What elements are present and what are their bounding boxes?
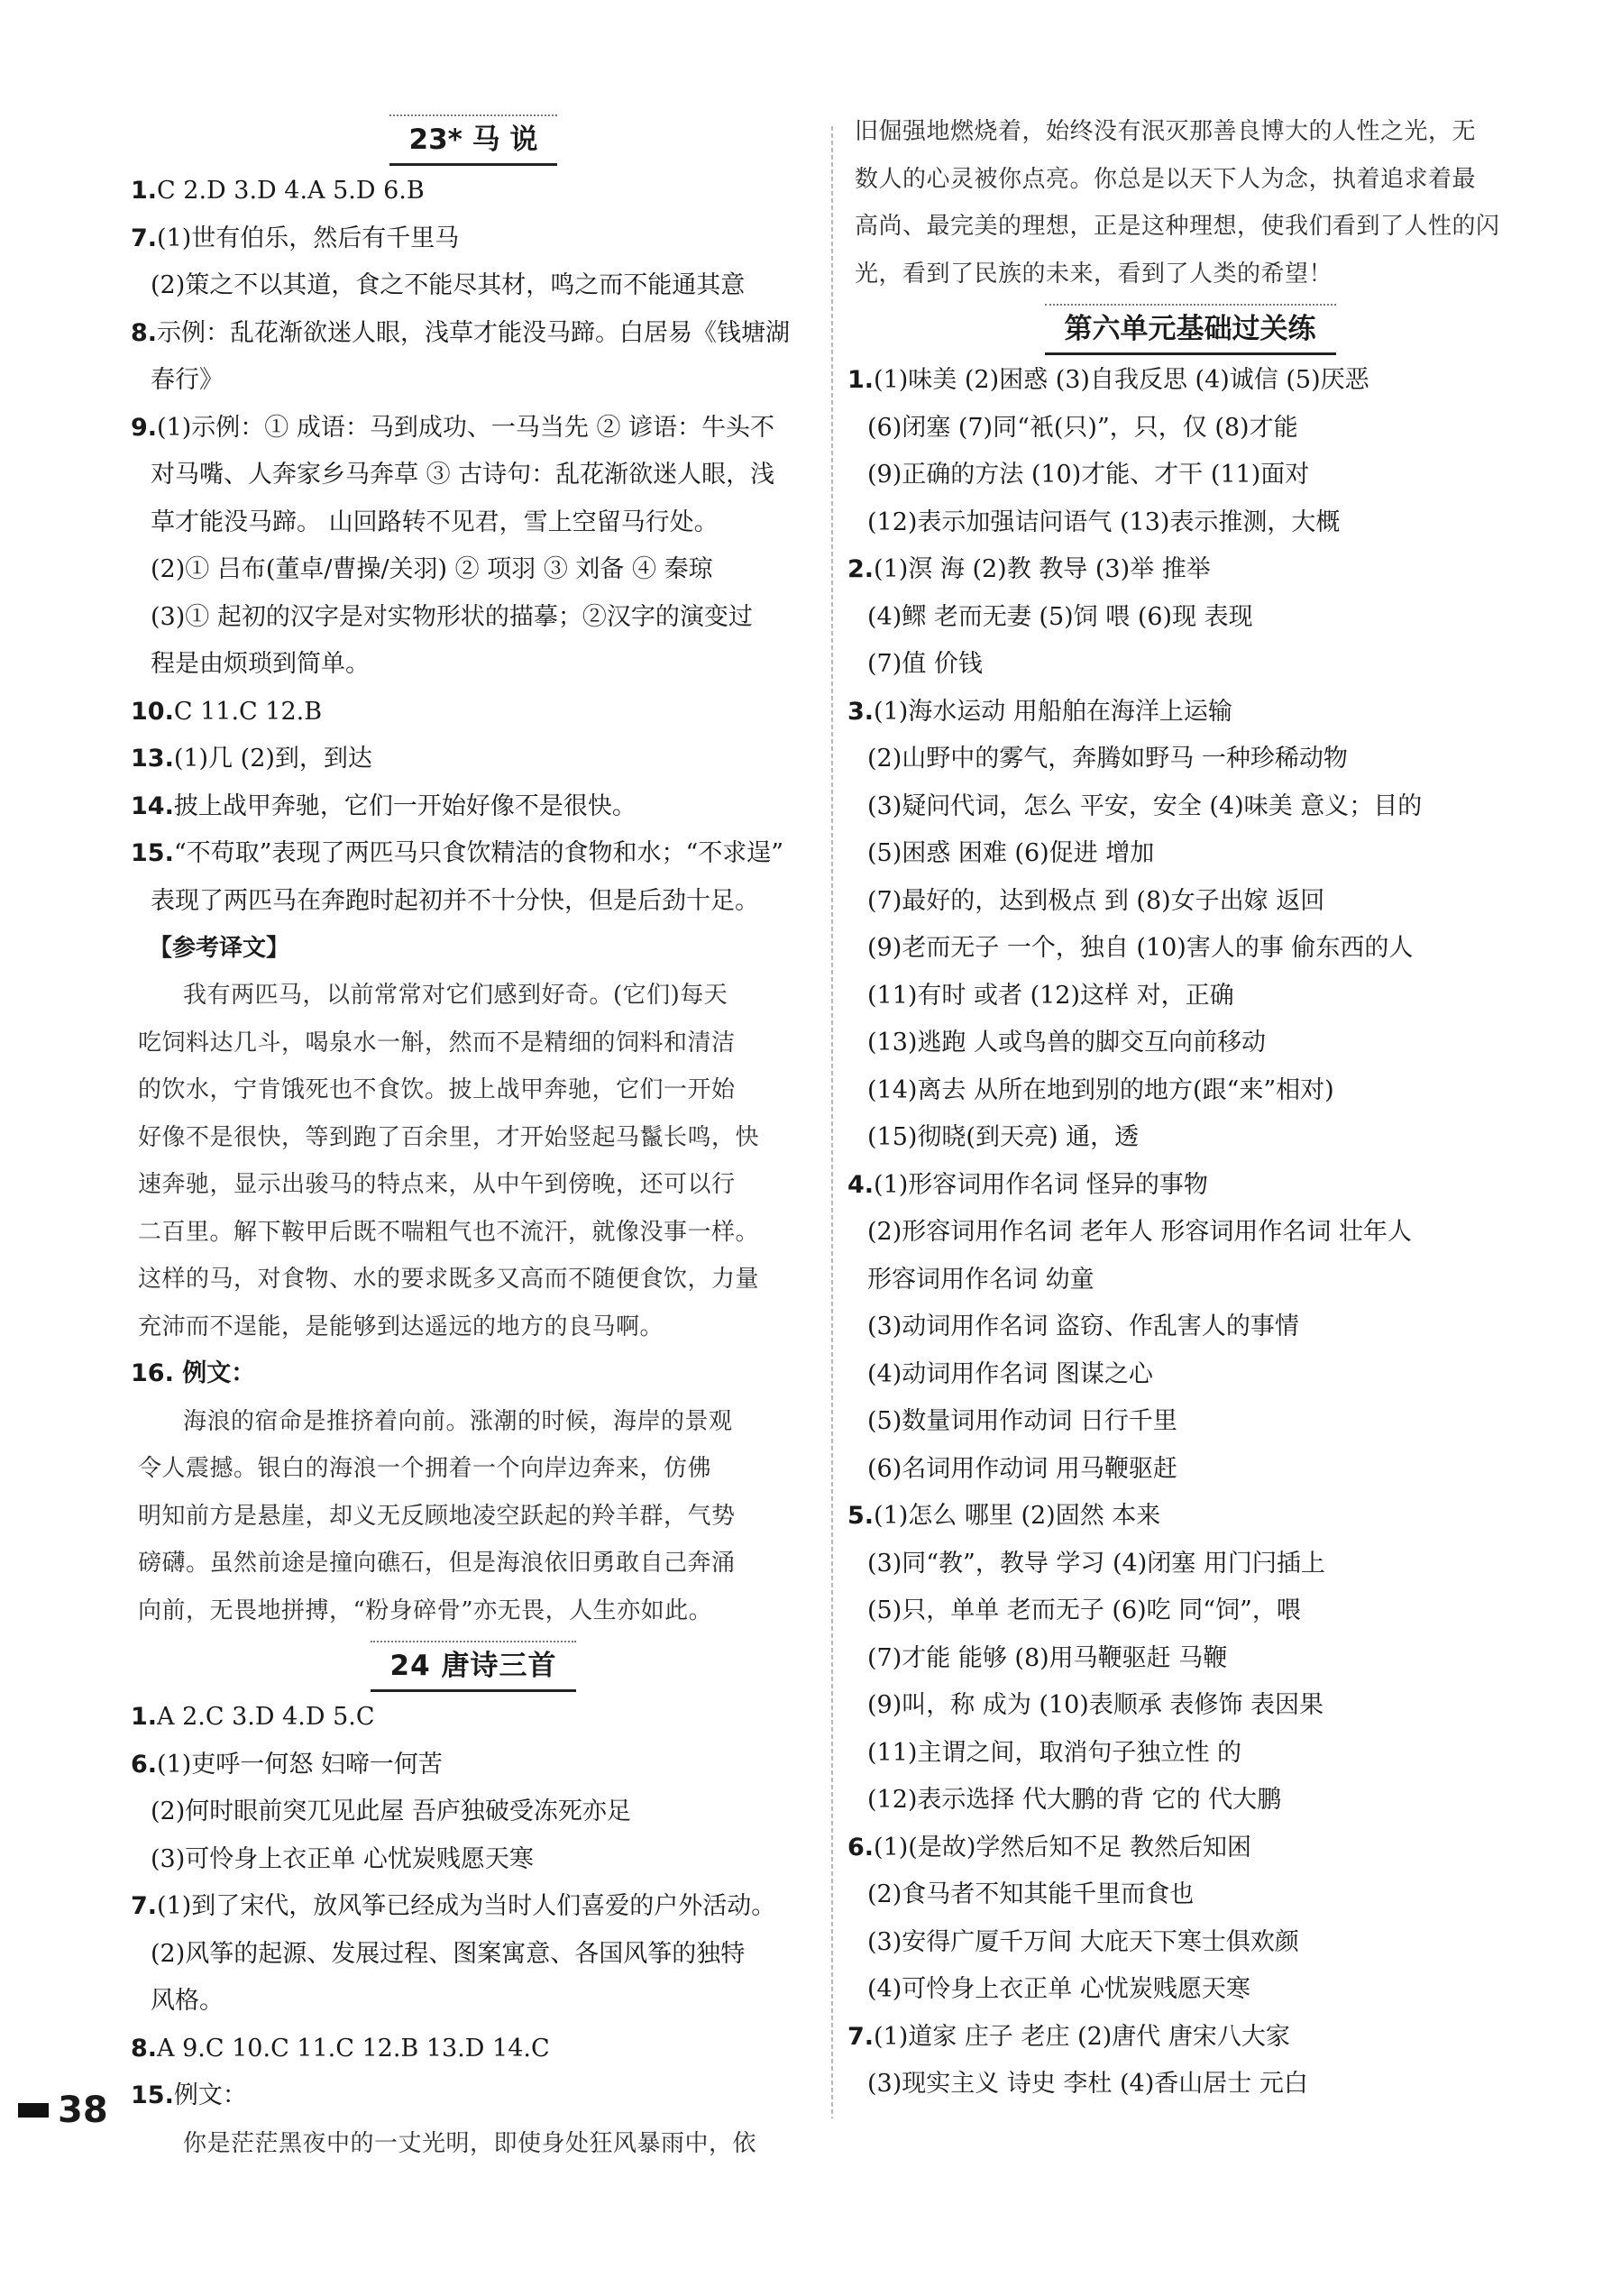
answer-text: (5)数量词用作动词 日行千里	[867, 1407, 1177, 1435]
question-number: 3.	[847, 697, 875, 726]
answer-text: (1)海水运动 用船舶在海洋上运输	[874, 697, 1232, 726]
answer-line	[847, 594, 1533, 642]
answer-text: (1)(是故)学然后知不足 教然后知困	[874, 1833, 1251, 1861]
answer-text: (3)同“教”，教导 学习 (4)闭塞 用门闩插上	[867, 1549, 1325, 1578]
question-number: 8.	[131, 318, 158, 347]
answer-text: (6)闭塞 (7)同“衹(只)”，只，仅 (8)才能	[867, 413, 1298, 442]
answer-line	[847, 1730, 1533, 1778]
paragraph-line: 充沛而不逞能，是能够到达遥远的地方的良马啊。	[138, 1313, 664, 1340]
answer-text: (5)困惑 困难 (6)促进 增加	[867, 839, 1155, 867]
question-number: 10.	[131, 697, 174, 726]
answer-text: 披上战甲奔驰，它们一开始好像不是很快。	[173, 791, 637, 820]
answer-text: A 9.C 10.C 11.C 12.B 13.D 14.C	[157, 2034, 550, 2063]
answer-line	[131, 783, 816, 831]
answer-text: (1)世有伯乐，然后有千里马	[157, 224, 460, 252]
answer-text: 形容词用作名词 幼童	[867, 1265, 1095, 1294]
answer-text: 例文：	[173, 2081, 247, 2109]
unit-6-title	[847, 301, 1533, 357]
answer-text: (3)安得广厦千万间 大庇天下寒士俱欢颜	[867, 1927, 1299, 1956]
answer-text: (2)山野中的雾气，奔腾如野马 一种珍稀动物	[867, 745, 1348, 773]
answer-text: “不苟取”表现了两匹马只食饮精洁的食物和水；“不求逞”	[173, 839, 784, 867]
answer-line	[131, 2026, 816, 2073]
answer-text: 表现了两匹马在奔跑时起初并不十分快，但是后劲十足。	[151, 886, 759, 915]
answer-line	[847, 1919, 1533, 1967]
answer-line	[847, 830, 1533, 878]
question-number: 6.	[847, 1833, 875, 1861]
answer-text: (9)正确的方法 (10)才能、才干 (11)面对	[867, 461, 1310, 489]
paragraph-line: 我有两匹马，以前常常对它们感到好奇。(它们)每天	[183, 982, 728, 1009]
answer-line	[847, 1635, 1533, 1683]
answer-text: (1)吏呼一何怒 妇啼一何苦	[157, 1750, 443, 1779]
question-16-label	[131, 1350, 816, 1398]
answer-line	[847, 499, 1533, 547]
question-number: 8.	[131, 2034, 158, 2063]
question-number: 9.	[131, 413, 158, 442]
answer-line	[847, 736, 1533, 783]
answer-text: (1)溟 海 (2)教 教导 (3)举 推举	[874, 555, 1211, 583]
answers-24	[131, 1694, 816, 2120]
answer-text: (3)可怜身上衣正单 心忧炭贱愿天寒	[151, 1844, 534, 1873]
answer-line	[131, 499, 816, 547]
answer-line	[131, 452, 816, 499]
answer-line	[847, 1067, 1533, 1115]
paragraph-line: 数人的心灵被你点亮。你总是以天下人为念，执着追求着最	[855, 165, 1477, 193]
paragraph-line: 明知前方是悬崖，却义无反顾地凌空跃起的羚羊群，气势	[138, 1502, 736, 1530]
answer-text: (2)风筝的起源、发展过程、图案寓意、各国风筝的独特	[151, 1939, 746, 1968]
answer-line	[131, 215, 816, 263]
reference-translation	[131, 972, 816, 1350]
answer-line	[847, 1304, 1533, 1351]
question-number: 15.	[131, 839, 174, 867]
answer-line	[131, 878, 816, 926]
section-title-24	[131, 1638, 816, 1694]
answer-line	[131, 689, 816, 736]
answer-text: (3)现实主义 诗史 李杜 (4)香山居士 元白	[867, 2070, 1308, 2098]
answer-text: A 2.C 3.D 4.D 5.C	[157, 1703, 375, 1731]
section-title-23	[131, 112, 816, 168]
paragraph-line: 高尚、最完美的理想，正是这种理想，使我们看到了人性的闪	[855, 213, 1500, 240]
paragraph-line: 这样的马，对食物、水的要求既多又高而不随便食饮，力量	[138, 1266, 760, 1293]
paragraph-line: 向前，无畏地拼搏，“粉身碎骨”亦无畏，人生亦如此。	[138, 1596, 713, 1624]
reference-translation-title: 【参考译文】	[149, 935, 290, 962]
answer-text: (9)老而无子 一个，独自 (10)害人的事 偷东西的人	[867, 934, 1414, 962]
answer-line	[847, 1541, 1533, 1588]
section-title-text: 23* 马 说	[389, 114, 558, 166]
answer-text: (2)食马者不知其能千里而食也	[867, 1880, 1195, 1908]
answer-text: (7)才能 能够 (8)用马鞭驱赶 马鞭	[867, 1643, 1228, 1672]
answer-line	[847, 1020, 1533, 1067]
question-number: 4.	[847, 1170, 875, 1199]
paragraph-line: 磅礴。虽然前途是撞向礁石，但是海浪依旧勇敢自己奔涌	[138, 1550, 736, 1577]
essay-16	[131, 1398, 816, 1635]
paragraph-line: 二百里。解下鞍甲后既不喘粗气也不流汗，就像没事一样。	[138, 1218, 760, 1246]
paragraph-line: 海浪的宿命是推挤着向前。涨潮的时候，海岸的景观	[183, 1407, 733, 1435]
answer-line	[847, 405, 1533, 453]
answer-line	[847, 1777, 1533, 1825]
answer-text: (1)示例：① 成语：马到成功、一马当先 ② 谚语：牛头不	[157, 413, 775, 442]
question-number: 1.	[131, 1703, 158, 1731]
question-number: 15.	[131, 2081, 174, 2109]
answer-line	[131, 405, 816, 453]
answer-line	[847, 689, 1533, 736]
question-number: 5.	[847, 1502, 875, 1530]
answer-text: (2)① 吕布(董卓/曹操/关羽) ② 项羽 ③ 刘备 ④ 秦琼	[151, 555, 713, 583]
answer-line	[131, 357, 816, 405]
paragraph-line: 光，看到了民族的未来，看到了人类的希望！	[855, 260, 1333, 288]
question-number: 14.	[131, 791, 174, 820]
answer-line	[131, 1931, 816, 1979]
answer-line	[847, 925, 1533, 973]
question-number: 1.	[847, 366, 875, 394]
answer-text: (11)有时 或者 (12)这样 对，正确	[867, 981, 1234, 1010]
page-number	[18, 2090, 108, 2131]
answer-text: (1)道家 庄子 老庄 (2)唐代 唐宋八大家	[874, 2022, 1290, 2051]
answer-line	[847, 1587, 1533, 1635]
paragraph-line: 旧倔强地燃烧着，始终没有泯灭那善良博大的人性之光，无	[855, 118, 1477, 145]
answer-line	[847, 1398, 1533, 1446]
question-number: 6.	[131, 1750, 158, 1779]
answer-line	[847, 1114, 1533, 1162]
answer-line	[131, 736, 816, 783]
answer-line	[131, 1788, 816, 1836]
answer-text: (2)何时眼前突兀见此屋 吾庐独破受冻死亦足	[151, 1797, 631, 1825]
paragraph-line: 吃饲料达几斗，喝泉水一斛，然而不是精细的饲料和清洁	[138, 1029, 736, 1057]
answer-line	[131, 830, 816, 878]
answer-line	[847, 2014, 1533, 2062]
answer-line	[847, 1209, 1533, 1257]
answer-text: (6)名词用作动词 用马鞭驱赶	[867, 1454, 1177, 1483]
answer-line	[847, 641, 1533, 689]
answer-line	[847, 1257, 1533, 1304]
answer-line	[847, 2061, 1533, 2108]
answer-text: (12)表示加强诘问语气 (13)表示推测，大概	[867, 508, 1341, 536]
answer-text: (12)表示选择 代大鹏的背 它的 代大鹏	[867, 1786, 1282, 1814]
answer-text: (4)可怜身上衣正单 心忧炭贱愿天寒	[867, 1975, 1250, 2003]
answer-text: (1)几 (2)到，到达	[173, 745, 372, 773]
question-16-text: 16. 例文：	[131, 1359, 256, 1387]
answer-line	[847, 973, 1533, 1020]
answer-text: (2)形容词用作名词 老年人 形容词用作名词 壮年人	[867, 1218, 1412, 1246]
answer-line	[847, 1825, 1533, 1872]
answer-text: (3)疑问代词，怎么 平安，安全 (4)味美 意义；目的	[867, 791, 1423, 820]
question-number: 7.	[847, 2022, 875, 2051]
answer-text: (1)形容词用作名词 怪异的事物	[874, 1170, 1208, 1199]
answer-text: 草才能没马蹄。 山回路转不见君，雪上空留马行处。	[151, 508, 719, 536]
answer-text: 程是由烦琐到简单。	[151, 650, 370, 678]
right-column	[847, 108, 1533, 2108]
answer-line	[131, 310, 816, 358]
answer-text: (11)主谓之间，取消句子独立性 的	[867, 1738, 1242, 1767]
answer-line	[847, 1493, 1533, 1541]
answer-line	[847, 783, 1533, 831]
answer-text: (9)叫，称 成为 (10)表顺承 表修饰 表因果	[867, 1691, 1323, 1719]
answer-line	[847, 1162, 1533, 1210]
answer-text: (14)离去 从所在地到别的地方(跟“来”相对)	[867, 1075, 1334, 1104]
answer-line	[847, 1446, 1533, 1494]
answer-line	[847, 1682, 1533, 1730]
unit-6-answers	[847, 357, 1533, 2108]
answer-line	[131, 2072, 816, 2120]
paragraph-line: 令人震撼。银白的海浪一个拥着一个向岸边奔来，仿佛	[138, 1455, 712, 1482]
paragraph-line: 的饮水，宁肯饿死也不食饮。披上战甲奔驰，它们一开始	[138, 1076, 736, 1103]
answer-line	[847, 878, 1533, 926]
answer-text: (1)怎么 哪里 (2)固然 本来	[874, 1502, 1161, 1530]
answer-line	[131, 1978, 816, 2026]
question-number: 13.	[131, 745, 174, 773]
answer-text: (1)到了宋代，放风筝已经成为当时人们喜爱的户外活动。	[157, 1892, 776, 1920]
answer-text: 春行》	[151, 366, 224, 394]
paragraph-line: 好像不是很快，等到跑了百余里，才开始竖起马鬣长鸣，快	[138, 1123, 760, 1151]
left-column	[131, 108, 816, 2167]
answer-line	[847, 1351, 1533, 1399]
section-title-text: 24 唐诗三首	[371, 1641, 577, 1692]
answer-text: 示例：乱花渐欲迷人眼，浅草才能没马蹄。白居易《钱塘湖	[157, 318, 791, 347]
answer-line	[847, 1871, 1533, 1919]
question-number: 2.	[847, 555, 875, 583]
answer-line	[847, 357, 1533, 405]
paragraph-line: 速奔驰，显示出骏马的特点来，从中午到傍晚，还可以行	[138, 1171, 736, 1198]
section-title-text: 第六单元基础过关练	[1045, 304, 1336, 355]
answer-line	[131, 594, 816, 642]
answer-text: (1)味美 (2)困惑 (3)自我反思 (4)诚信 (5)厌恶	[874, 366, 1369, 394]
essay-15-first-line: 你是茫茫黑夜中的一丈光明，即使身处狂风暴雨中，依	[183, 2129, 757, 2157]
column-divider	[831, 126, 833, 2118]
answer-text: (15)彻晓(到天亮) 通，透	[867, 1123, 1140, 1151]
answer-line	[131, 641, 816, 689]
answer-line	[131, 1883, 816, 1931]
answer-text: C 11.C 12.B	[173, 697, 323, 726]
answer-line	[131, 1836, 816, 1884]
answer-text: (7)最好的，达到极点 到 (8)女子出嫁 返回	[867, 886, 1325, 915]
answer-line	[131, 262, 816, 310]
answer-text: (4)鳏 老而无妻 (5)饲 喂 (6)现 表现	[867, 602, 1253, 631]
answer-text: 对马嘴、人奔家乡马奔草 ③ 古诗句：乱花渐欲迷人眼，浅	[151, 461, 775, 489]
answer-text: (4)动词用作名词 图谋之心	[867, 1359, 1153, 1388]
answer-text: C 2.D 3.D 4.A 5.D 6.B	[157, 177, 425, 205]
question-number: 1.	[131, 177, 158, 205]
answer-text: (5)只，单单 老而无子 (6)吃 同“饲”，喂	[867, 1596, 1301, 1624]
essay-15-continued	[847, 108, 1533, 297]
question-number: 7.	[131, 1892, 158, 1920]
answer-text: (7)值 价钱	[867, 650, 983, 678]
answer-line	[847, 1966, 1533, 2014]
question-number: 7.	[131, 224, 158, 252]
answer-line	[131, 1694, 816, 1742]
answer-line	[847, 546, 1533, 594]
answer-text: (3)动词用作名词 盗窃、作乱害人的事情	[867, 1313, 1299, 1340]
answer-line	[131, 1742, 816, 1789]
answers-23	[131, 168, 816, 925]
answer-line	[131, 168, 816, 215]
answer-text: (3)① 起初的汉字是对实物形状的描摹；②汉字的演变过	[151, 602, 753, 631]
page-number-text: 38	[58, 2090, 108, 2131]
answer-line	[847, 452, 1533, 499]
answer-text: 风格。	[151, 1987, 224, 2015]
answer-line	[131, 546, 816, 594]
answer-text: (13)逃跑 人或鸟兽的脚交互向前移动	[867, 1029, 1267, 1057]
page-number-bar	[18, 2103, 49, 2118]
answer-text: (2)策之不以其道，食之不能尽其材，鸣之而不能通其意	[151, 271, 746, 299]
